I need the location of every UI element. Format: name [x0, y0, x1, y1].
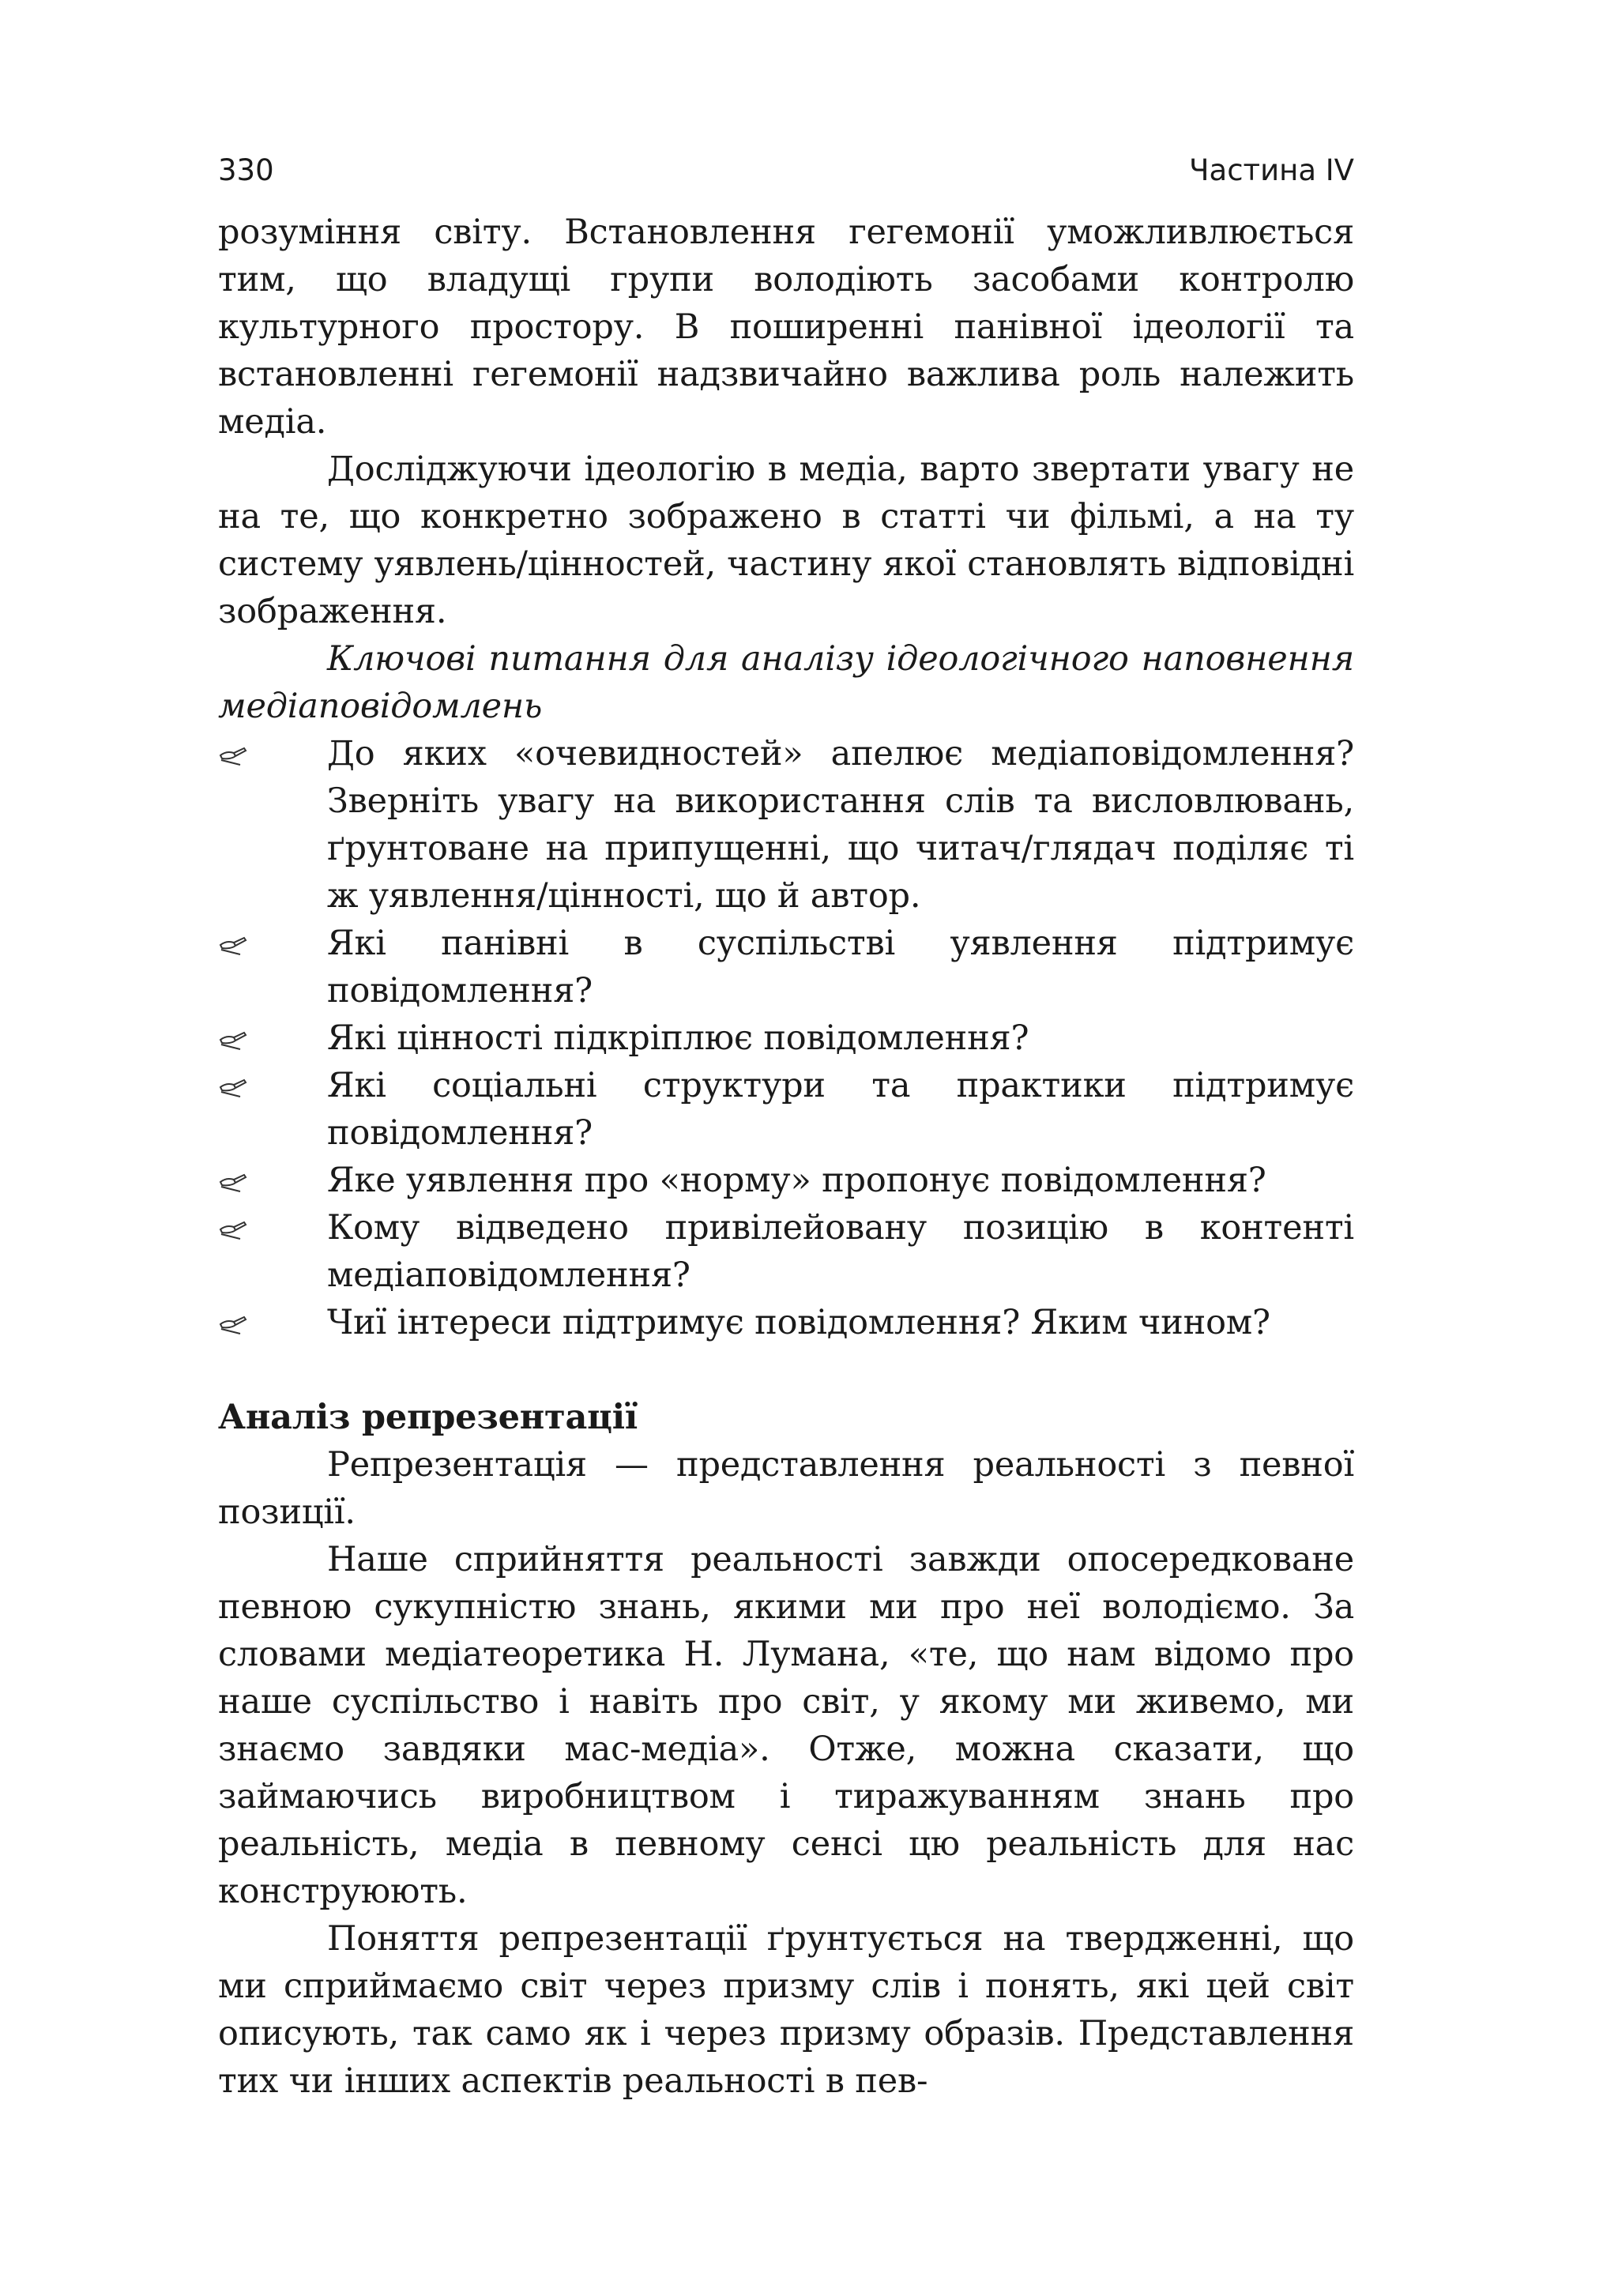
paragraph-perception: Наше сприйняття реальності завжди опосередковане певною сукупністю знань, якими ми про неї володіємо. За словами медіатеоретика Н. Лумана, «те, що нам відомо про наше суспільство і навіть про світ, у якому ми живемо, ми знаємо завдяки мас-медіа». Отже, можна сказати, що займаючись виробництвом і тиражуванням знань про реальність, медіа в певному сенсі цю реальність для нас конструюють.: [218, 1540, 1354, 1911]
paragraph-definition: Репрезентація — представлення реальності з певної позиції.: [218, 1445, 1354, 1532]
paragraph-representation-concept: Поняття репрезентації ґрунтується на твердженні, що ми сприймаємо світ через призму слів і понять, які цей світ описують, так само як і через призму образів. Представлення тих чи інших аспектів реальності в пев-: [218, 1919, 1354, 2101]
list-item: [218, 920, 1354, 1014]
writing-hand-icon: [218, 1215, 250, 1240]
writing-hand-icon: [218, 1073, 250, 1098]
section-heading: Аналіз репрезентації: [218, 1398, 638, 1437]
questions-heading: Ключові питання для аналізу ідеологічного наповнення медіаповідомлень: [218, 639, 1354, 726]
question-text: Які панівні в суспільстві уявлення підтримує повідомлення?: [327, 924, 1354, 1011]
writing-hand-icon: [218, 1310, 250, 1335]
body-text: [218, 209, 1354, 2105]
section-title: Частина IV: [1189, 153, 1354, 187]
writing-hand-icon: [218, 1026, 250, 1051]
question-text: Чиї інтереси підтримує повідомлення? Яким чином?: [327, 1303, 1270, 1342]
questions-list: [218, 730, 1354, 1346]
question-text: Які соціальні структури та практики підтримує повідомлення?: [327, 1066, 1354, 1153]
writing-hand-icon: [218, 741, 250, 766]
list-item: [218, 1062, 1354, 1157]
writing-hand-icon: [218, 931, 250, 956]
question-text: Кому відведено привілейовану позицію в контенті медіаповідомлення?: [327, 1208, 1354, 1295]
list-item: [218, 1157, 1354, 1204]
paragraph-hegemony: розуміння світу. Встановлення гегемонії уможливлюється тим, що владущі групи володіють засобами контролю культурного простору. В поширенні панівної ідеології та встановленні гегемонії надзвичайно важлива роль належить медіа.: [218, 213, 1354, 442]
running-head: [218, 147, 1354, 194]
list-item: [218, 1204, 1354, 1299]
writing-hand-icon: [218, 1168, 250, 1193]
paragraph-ideology-in-media: Досліджуючи ідеологію в медіа, варто звертати увагу не на те, що конкретно зображено в статті чи фільмі, а на ту систему уявлень/цінностей, частину якої становлять відповідні зображення.: [218, 450, 1354, 631]
question-text: Яке уявлення про «норму» пропонує повідомлення?: [327, 1161, 1266, 1200]
page-number: 330: [218, 153, 274, 187]
list-item: [218, 1014, 1354, 1062]
question-text: До яких «очевидностей» апелює медіаповідомлення? Зверніть увагу на використання слів та висловлювань, ґрунтоване на припущенні, що читач/глядач поділяє ті ж уявлення/цінності, що й автор.: [327, 734, 1354, 916]
list-item: [218, 1299, 1354, 1346]
question-text: Які цінності підкріплює повідомлення?: [327, 1018, 1029, 1058]
list-item: [218, 730, 1354, 920]
